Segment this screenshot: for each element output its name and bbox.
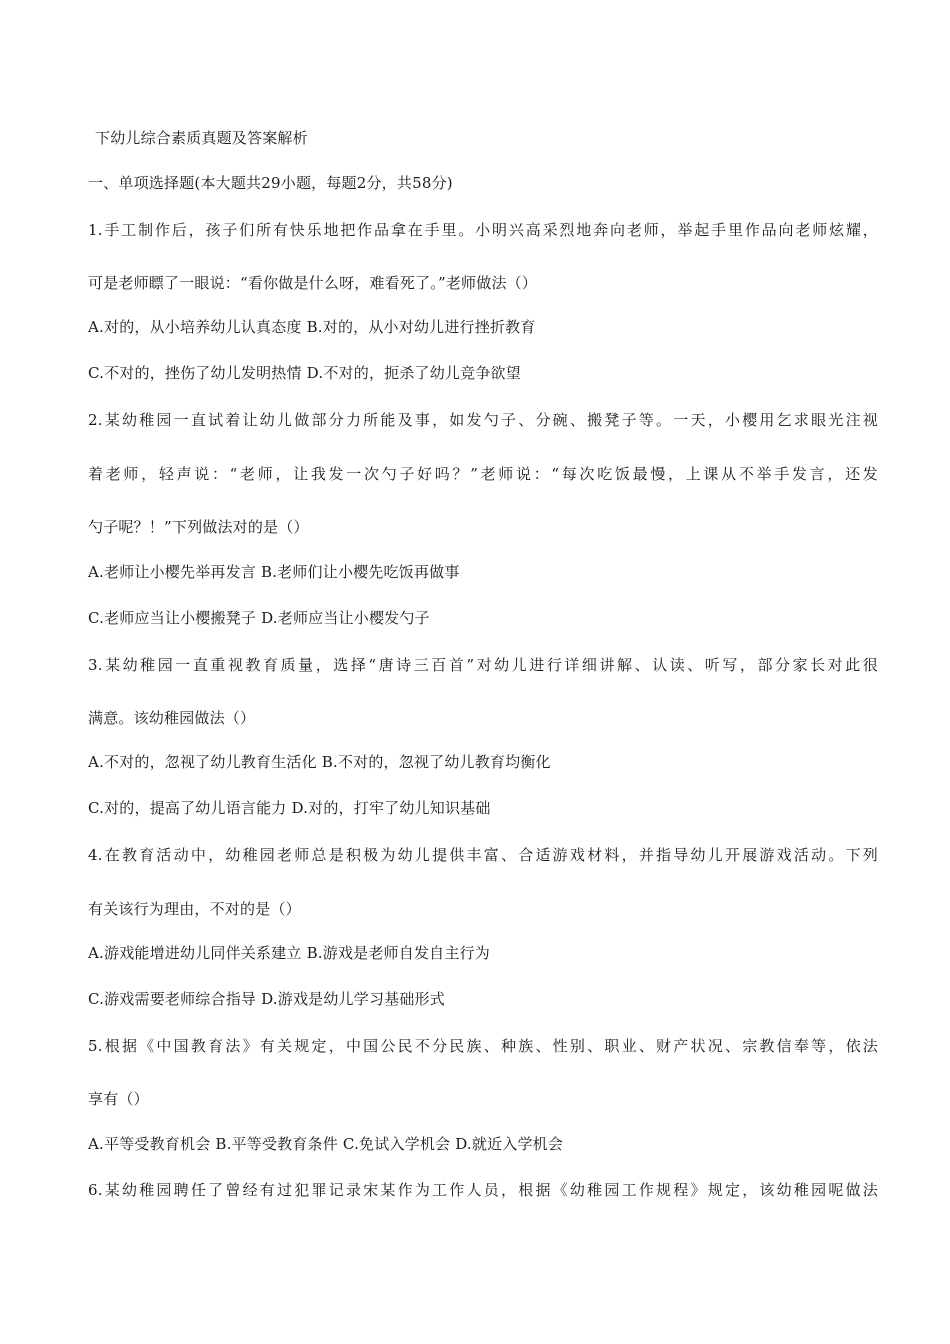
question-2-stem-line-3: 勺子呢？！”下列做法对的是（） [88, 518, 309, 536]
question-2-options-line-2: C.老师应当让小樱搬凳子 D.老师应当让小樱发勺子 [88, 609, 430, 627]
question-3-stem-line-1: 3.某幼稚园一直重视教育质量，选择“唐诗三百首”对幼儿进行详细讲解、认读、听写，部分家长对此很 [88, 656, 878, 674]
question-3-options-line-2: C.对的，提高了幼儿语言能力 D.对的，打牢了幼儿知识基础 [88, 799, 491, 817]
question-4-options-line-2: C.游戏需要老师综合指导 D.游戏是幼儿学习基础形式 [88, 990, 445, 1008]
question-4-stem-line-2: 有关该行为理由，不对的是（） [88, 900, 301, 918]
question-1-stem-line-1: 1.手工制作后，孩子们所有快乐地把作品拿在手里。小明兴高采烈地奔向老师，举起手里作品向老师炫耀， [88, 221, 878, 239]
question-6-stem-line-1: 6.某幼稚园聘任了曾经有过犯罪记录宋某作为工作人员，根据《幼稚园工作规程》规定，该幼稚园呢做法 [88, 1181, 878, 1199]
question-4-options-line-1: A.游戏能增进幼儿同伴关系建立 B.游戏是老师自发自主行为 [88, 944, 490, 962]
section-heading: 一、单项选择题(本大题共29小题，每题2分，共58分) [88, 174, 453, 192]
question-1-options-line-2: C.不对的，挫伤了幼儿发明热情 D.不对的，扼杀了幼儿竞争欲望 [88, 364, 521, 382]
question-2-stem-line-1: 2.某幼稚园一直试着让幼儿做部分力所能及事，如发勺子、分碗、搬凳子等。一天，小樱用乞求眼光注视 [88, 411, 878, 429]
question-5-stem-line-2: 享有（） [88, 1090, 149, 1108]
question-5-stem-line-1: 5.根据《中国教育法》有关规定，中国公民不分民族、种族、性别、职业、财产状况、宗教信奉等，依法 [88, 1037, 878, 1055]
question-1-options-line-1: A.对的，从小培养幼儿认真态度 B.对的，从小对幼儿进行挫折教育 [88, 318, 536, 336]
question-3-options-line-1: A.不对的，忽视了幼儿教育生活化 B.不对的，忽视了幼儿教育均衡化 [88, 753, 551, 771]
question-5-options-line-1: A.平等受教育机会 B.平等受教育条件 C.免试入学机会 D.就近入学机会 [88, 1135, 564, 1153]
question-1-stem-line-2: 可是老师瞟了一眼说：“看你做是什么呀，难看死了。”老师做法（） [88, 274, 538, 292]
question-4-stem-line-1: 4.在教育活动中，幼稚园老师总是积极为幼儿提供丰富、合适游戏材料，并指导幼儿开展游戏活动。下列 [88, 846, 878, 864]
document-title: 下幼儿综合素质真题及答案解析 [95, 129, 308, 147]
question-3-stem-line-2: 满意。该幼稚园做法（） [88, 709, 256, 727]
question-2-options-line-1: A.老师让小樱先举再发言 B.老师们让小樱先吃饭再做事 [88, 563, 460, 581]
question-2-stem-line-2: 着老师，轻声说：“老师，让我发一次勺子好吗？”老师说：“每次吃饭最慢，上课从不举手发言，还发 [88, 465, 878, 483]
